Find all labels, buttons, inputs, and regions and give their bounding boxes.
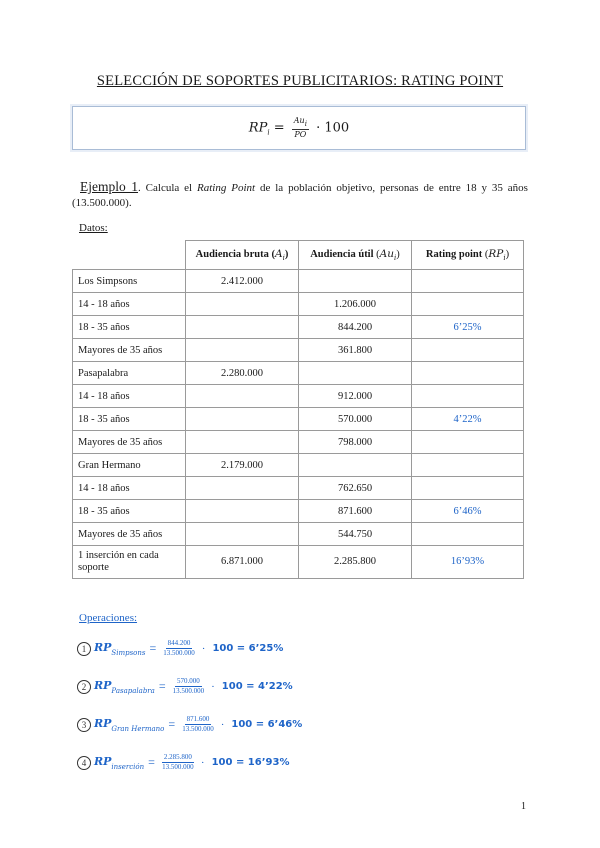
operation-rp: $RP_{Pasapalabra}$ [94,678,155,695]
operation-num: 871.600 [186,715,210,723]
table-row [73,408,524,431]
operation-sub: Gran Hermano [111,724,165,733]
example-text-b: de la población objetivo, personas de entre 18 y 35 años (13.500.000). [72,182,528,209]
table-cell-label: 14 - 18 años [73,293,186,316]
table-row [73,362,524,385]
operation-rp: $RP_{Simpsons}$ [94,640,146,657]
formula-eq: = [273,120,285,136]
table-cell-rp: 16’93% [412,546,524,579]
formula [249,117,349,139]
formula-lhs: RP [248,120,268,136]
table-body [73,270,524,579]
operation-number: 1 [77,642,91,656]
table-cell-util: 361.800 [299,339,412,362]
operation-den: 13.500.000 [182,725,214,733]
formula-lhs-sub: i [267,128,270,137]
table-cell-bruta: 2.412.000 [186,270,299,293]
table-cell-rp [412,385,524,408]
operation-num: 2.285.800 [163,753,192,761]
example-text-em: Rating Point [197,182,256,194]
operation-rp: $RP_{Gran Hermano}$ [94,716,165,733]
header-rp-sub: i [503,254,506,262]
table-cell-util: 798.000 [299,431,412,454]
page-title: SELECCIÓN DE SOPORTES PUBLICITARIOS: RATING POINT [96,73,504,89]
header-rp-var: RP [488,248,504,260]
table-cell-util: 762.650 [299,477,412,500]
table-row [73,293,524,316]
operation-den: 13.500.000 [172,687,205,695]
operation-number: 3 [77,718,91,732]
table-cell-label: Pasapalabra [73,362,186,385]
header-bruta-sub: i [282,254,285,262]
operation-result: 100 = 16’93% [211,757,290,768]
example-text-a: . Calcula el [138,182,197,194]
table-cell-rp [412,431,524,454]
table-row [73,270,524,293]
table-cell-util: 1.206.000 [299,293,412,316]
header-util-label: Audiencia útil [310,249,374,260]
table-cell-label: Mayores de 35 años [73,431,186,454]
table-cell-label: Mayores de 35 años [73,339,186,362]
table-cell-util: 2.285.800 [299,546,412,579]
table-cell-util [299,270,412,293]
table-cell-label: Los Simpsons [73,270,186,293]
operation-result: 100 = 4’22% [221,681,293,692]
operation-eq: = [168,717,176,731]
operation-fraction [162,754,194,771]
operation-fraction [173,678,205,695]
table-cell-rp: 6’25% [412,316,524,339]
table-cell-util: 844.200 [299,316,412,339]
table-row [73,454,524,477]
header-bruta: Audiencia bruta $(A_i)$ [186,241,299,270]
table-row [73,477,524,500]
operation-den: 13.500.000 [163,649,195,657]
table-row [73,385,524,408]
table-row [73,339,524,362]
header-rp: Rating point $(RP_i)$ [412,241,524,270]
operation-number: 4 [77,756,91,770]
operation-line [77,716,302,733]
operation-num: 570.000 [176,677,200,685]
table-cell-rp [412,523,524,546]
table-cell-bruta [186,408,299,431]
table-cell-label: 18 - 35 años [73,500,186,523]
table-cell-bruta [186,293,299,316]
operation-dot: · [211,680,215,693]
table-cell-util: 570.000 [299,408,412,431]
table-cell-label: 18 - 35 años [73,316,186,339]
formula-box [72,106,526,150]
table-row [73,546,524,579]
table-cell-bruta: 2.280.000 [186,362,299,385]
example-paragraph [72,179,528,211]
example-label: Ejemplo 1 [80,179,139,194]
operation-sub: Simpsons [111,648,146,657]
header-rp-label: Rating point [425,249,483,260]
operation-dot: · [201,642,206,655]
table-cell-bruta: 6.871.000 [186,546,299,579]
operation-fraction [163,640,195,657]
table-row [73,523,524,546]
header-bruta-var: A [275,248,283,260]
table-cell-label: 14 - 18 años [73,385,186,408]
operation-sub: Pasapalabra [111,686,155,695]
table-cell-bruta [186,316,299,339]
page-number: 1 [521,801,526,812]
table-cell-util [299,454,412,477]
formula-num-sub: i [304,120,307,128]
operation-eq: = [149,641,157,655]
operation-result: 100 = 6’25% [212,643,284,654]
operation-rp: $RP_{inserción}$ [94,754,145,771]
operation-dot: · [220,718,225,731]
header-util-sub: i [394,254,397,262]
formula-fraction [292,117,309,139]
operation-den: 13.500.000 [162,763,194,771]
table-cell-rp: 6’46% [412,500,524,523]
table-cell-bruta [186,339,299,362]
formula-factor: 100 [324,120,350,136]
header-empty [73,241,186,270]
table-cell-label: Mayores de 35 años [73,523,186,546]
table-cell-bruta [186,477,299,500]
operation-sub: inserción [111,762,145,771]
data-table [72,240,524,579]
operation-line [77,754,289,771]
table-cell-bruta [186,431,299,454]
table-cell-label: Gran Hermano [73,454,186,477]
table-cell-rp [412,454,524,477]
operation-num: 844.200 [167,639,191,647]
operations-label: Operaciones: [79,612,138,624]
table-cell-util: 544.750 [299,523,412,546]
table-cell-label: 1 inserción en cada soporte [73,546,186,579]
table-cell-bruta [186,500,299,523]
operation-dot: · [200,756,205,769]
header-util-var: Au [379,248,395,260]
table-cell-rp [412,270,524,293]
operation-line [77,640,283,657]
header-bruta-label: Audiencia bruta [195,249,269,260]
table-cell-bruta: 2.179.000 [186,454,299,477]
operation-eq: = [148,755,155,769]
formula-num: Au [293,116,305,125]
operation-fraction [182,716,214,733]
table-cell-bruta [186,385,299,408]
table-cell-util: 871.600 [299,500,412,523]
table-cell-util [299,362,412,385]
formula-mult: · [316,120,321,136]
table-cell-util: 912.000 [299,385,412,408]
datos-label: Datos: [79,222,108,234]
table-row [73,316,524,339]
header-util: Audiencia útil $(Au_i)$ [299,241,412,270]
table-cell-rp: 4’22% [412,408,524,431]
table-cell-bruta [186,523,299,546]
table-cell-label: 14 - 18 años [73,477,186,500]
table-cell-rp [412,477,524,500]
operation-result: 100 = 6’46% [231,719,303,730]
operation-eq: = [158,679,166,693]
operation-line [77,678,293,695]
table-cell-label: 18 - 35 años [73,408,186,431]
table-row [73,500,524,523]
formula-den: PO [294,130,307,139]
operation-number: 2 [77,680,91,694]
table-cell-rp [412,339,524,362]
table-cell-rp [412,362,524,385]
table-row [73,431,524,454]
table-cell-rp [412,293,524,316]
